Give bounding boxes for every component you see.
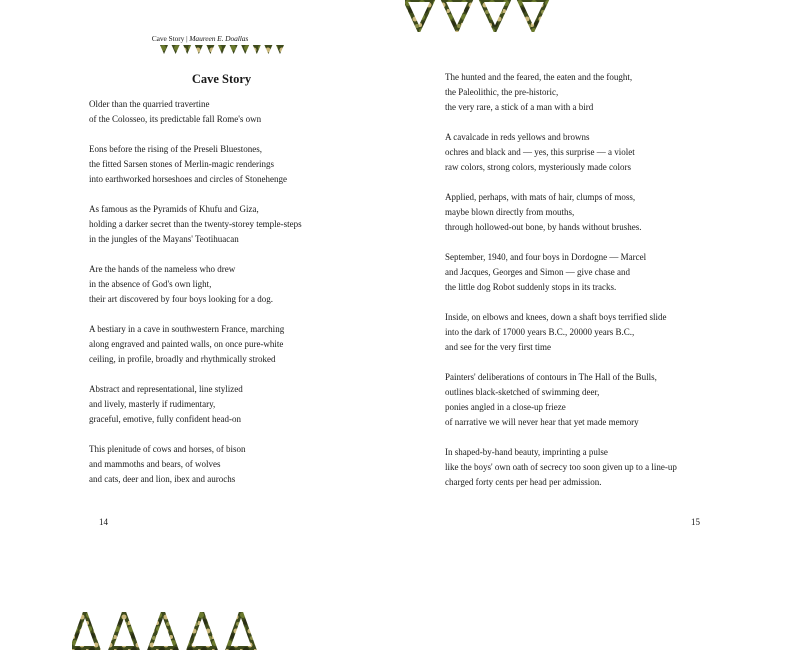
poem-line: ochres and black and — yes, this surprise — a violet <box>445 147 635 157</box>
right-stanza <box>445 190 677 235</box>
triangle-icon <box>481 0 509 30</box>
poem-line: the very rare, a stick of a man with a bird <box>445 102 594 112</box>
left-stanza <box>89 202 302 247</box>
poem-line: Eons before the rising of the Preseli Bluestones, <box>89 144 262 154</box>
poem-line: Older than the quarried travertine <box>89 99 210 109</box>
triangle-icon <box>241 45 249 54</box>
left-stanza <box>89 97 302 127</box>
poem-line: Painters' deliberations of contours in The Hall of the Bulls, <box>445 372 657 382</box>
poem-line: along engraved and painted walls, on once pure-white <box>89 339 284 349</box>
triangle-icon <box>195 45 203 54</box>
triangle-icon <box>218 45 226 54</box>
poem-line: in the jungles of the Mayans' Teotihuacan <box>89 234 239 244</box>
bottom-triangle-ornament <box>72 612 262 652</box>
poem-line: maybe blown directly from mouths, <box>445 207 575 217</box>
poem-line: A cavalcade in reds yellows and browns <box>445 132 590 142</box>
poem-line: Inside, on elbows and knees, down a shaft boys terrified slide <box>445 312 667 322</box>
right-page <box>400 0 799 645</box>
header-author: Maureen E. Doallas <box>189 34 249 43</box>
right-stanzas <box>445 70 677 505</box>
left-stanzas <box>89 97 302 502</box>
poem-line: As famous as the Pyramids of Khufu and Giza, <box>89 204 259 214</box>
poem-line: ceiling, in profile, broadly and rhythmically stroked <box>89 354 276 364</box>
poem-line: the fitted Sarsen stones of Merlin-magic renderings <box>89 159 274 169</box>
poem-line: like the boys' own oath of secrecy too soon given up to a line-up <box>445 462 677 472</box>
page-number-left: 14 <box>99 517 108 527</box>
left-stanza <box>89 382 302 427</box>
right-stanza <box>445 250 677 295</box>
running-header <box>0 34 400 43</box>
right-stanza <box>445 130 677 175</box>
triangle-icon <box>189 612 215 648</box>
triangle-icon <box>253 45 261 54</box>
poem-line: through hollowed-out bone, by hands without brushes. <box>445 222 642 232</box>
header-triangle-ornament <box>160 45 288 57</box>
poem-line: graceful, emotive, fully confident head-on <box>89 414 241 424</box>
left-stanza <box>89 262 302 307</box>
poem-line: charged forty cents per head per admission. <box>445 477 602 487</box>
poem-line: ponies angled in a close-up frieze <box>445 402 566 412</box>
poem-line: Are the hands of the nameless who drew <box>89 264 236 274</box>
right-stanza <box>445 310 677 355</box>
poem-line: The hunted and the feared, the eaten and the fought, <box>445 72 633 82</box>
poem-line: and Jacques, Georges and Simon — give chase and <box>445 267 631 277</box>
left-stanza <box>89 322 302 367</box>
poem-line: September, 1940, and four boys in Dordogne — Marcel <box>445 252 647 262</box>
triangle-icon <box>206 45 214 54</box>
poem-line: of the Colosseo, its predictable fall Rome's own <box>89 114 262 124</box>
left-page <box>0 0 400 645</box>
triangle-icon <box>443 0 471 30</box>
poem-line: In shaped-by-hand beauty, imprinting a pulse <box>445 447 608 457</box>
triangle-icon <box>183 45 191 54</box>
poem-title: Cave Story <box>191 72 252 86</box>
triangle-icon <box>111 612 137 648</box>
left-stanza <box>89 142 302 187</box>
poem-line: This plenitude of cows and horses, of bison <box>89 444 246 454</box>
header-separator: | <box>184 34 190 43</box>
top-triangle-ornament <box>405 0 555 32</box>
triangle-icon <box>519 0 547 30</box>
triangle-icon <box>172 45 180 54</box>
poem-line: Abstract and representational, line stylized <box>89 384 243 394</box>
poem-line: holding a darker secret than the twenty-storey temple-steps <box>89 219 302 229</box>
poem-line: their art discovered by four boys looking for a dog. <box>89 294 273 304</box>
page-number-right: 15 <box>691 517 700 527</box>
triangle-icon <box>228 612 254 648</box>
triangle-icon <box>150 612 176 648</box>
poem-line: Applied, perhaps, with mats of hair, clumps of moss, <box>445 192 636 202</box>
left-stanza <box>89 442 302 487</box>
right-stanza <box>445 370 677 430</box>
triangle-icon <box>230 45 238 54</box>
poem-line: the Paleolithic, the pre-historic, <box>445 87 559 97</box>
poem-line: the little dog Robot suddenly stops in its tracks. <box>445 282 617 292</box>
poem-line: outlines black-sketched of swimming deer, <box>445 387 600 397</box>
triangle-icon <box>264 45 272 54</box>
poem-line: into the dark of 17000 years B.C., 20000 years B.C., <box>445 327 635 337</box>
poem-line: of narrative we will never hear that yet made memory <box>445 417 639 427</box>
poem-line: and see for the very first time <box>445 342 551 352</box>
right-stanza <box>445 445 677 490</box>
poem-line: into earthworked horseshoes and circles of Stonehenge <box>89 174 287 184</box>
poem-line: and mammoths and bears, of wolves <box>89 459 221 469</box>
right-stanza <box>445 70 677 115</box>
header-title: Cave Story <box>151 34 185 43</box>
triangle-icon <box>405 0 433 30</box>
poem-line: raw colors, strong colors, mysteriously made colors <box>445 162 631 172</box>
poem-line: and lively, masterly if rudimentary, <box>89 399 216 409</box>
poem-line: A bestiary in a cave in southwestern France, marching <box>89 324 285 334</box>
triangle-icon <box>160 45 168 54</box>
triangle-icon <box>276 45 284 54</box>
poem-line: and cats, deer and lion, ibex and aurochs <box>89 474 236 484</box>
triangle-icon <box>72 612 98 648</box>
poem-line: in the absence of God's own light, <box>89 279 212 289</box>
